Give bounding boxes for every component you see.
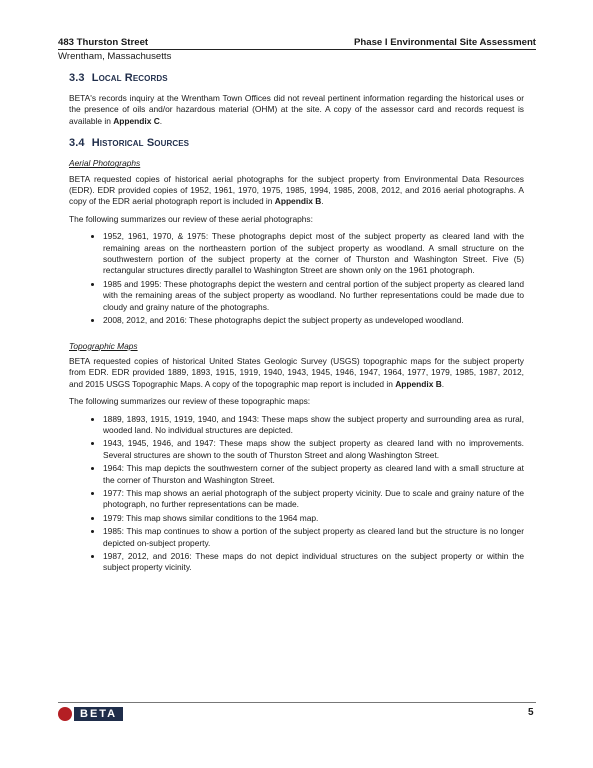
section-heading-local-records: [69, 72, 524, 85]
paragraph-end: .: [159, 115, 163, 126]
paragraph-end: .: [441, 378, 445, 389]
topo-summary-intro: The following summarizes our review of these topographic maps:: [69, 396, 311, 407]
list-item: • 1985: This map continues to show a portion of the subject property as cleared land but the structure is no longer depicted on-subject property.: [103, 526, 524, 549]
header-address: 483 Thurston Street: [58, 37, 149, 48]
logo-mark-icon: [58, 707, 72, 721]
subheading-topographic-maps: Topographic Maps: [69, 340, 138, 351]
paragraph-end: .: [321, 196, 324, 207]
appendix-reference: Appendix B: [395, 378, 442, 389]
section-title: Local Records: [91, 72, 168, 84]
beta-logo: [58, 706, 123, 722]
section-title: Historical Sources: [91, 137, 190, 150]
local-records-paragraph: [69, 93, 524, 127]
list-item: • 1964: This map depicts the southwestern corner of the subject property as cleared land with a small structure at the corner of Thurston and Washington Street.: [103, 463, 524, 486]
paragraph-text: BETA requested copies of historical aerial photographs for the subject property from Environmental Data Resources (EDR). EDR provided copies of 1952, 1961, 1970, 1975, 1985, 1994, 1985, 2008, 2012, and 2016 aerial photographs. A copy of the EDR aerial photograph report is included in: [69, 173, 524, 207]
list-item: • 1952, 1961, 1970, & 1975: These photographs depict most of the subject property as cleared land with the remaining areas on the northeastern portion of the subject property as woodland. A small structure on the southwestern portion of the subject property at the corner of Thurston and Washington Street. Five (5) rectangular structures directly parallel to Washington Street are shown only on the 1961 photograph.: [103, 231, 524, 277]
list-item: • 1985 and 1995: These photographs depict the western and central portion of the subject property as cleared land with the remaining areas of the subject property as woodland. No further representations could be made due to cloudy and grainy nature of the photographs.: [103, 279, 524, 313]
paragraph-text: BETA requested copies of historical United States Geologic Survey (USGS) topographic maps for the subject property from EDR. EDR provided 1889, 1893, 1915, 1919, 1940, 1943, 1945, 1946, 1947, 1964, 1977, 1979, 1985, 1987, 2012, and 2015 USGS Topographic Maps. A copy of the topographic map report is included in: [69, 355, 524, 389]
header-report-title: Phase I Environmental Site Assessment: [354, 37, 536, 48]
list-item: • 1977: This map shows an aerial photograph of the subject property vicinity. Due to scale and grainy nature of the photograph, no further representations can be made.: [103, 488, 524, 511]
page-number: 5: [528, 707, 534, 718]
section-number: 3.4: [69, 137, 85, 150]
page-body: [69, 72, 524, 580]
page-header: [58, 37, 536, 50]
list-item: • 1979: This map shows similar conditions to the 1964 map.: [103, 513, 524, 524]
section-number: 3.3: [69, 72, 85, 84]
aerial-bullet-list: [69, 231, 524, 326]
list-item: • 1987, 2012, and 2016: These maps do not depict individual structures on the subject property or within the subject property vicinity.: [103, 551, 524, 574]
topo-bullet-list: [69, 414, 524, 574]
subheading-aerial-photographs: Aerial Photographs: [69, 158, 141, 169]
logo-text: BETA: [74, 707, 123, 721]
list-item: • 1943, 1945, 1946, and 1947: These maps show the subject property as cleared land with no improvements. Several structures are shown to the south of Thurston Street and along Washington Street.: [103, 438, 524, 461]
list-item: • 1889, 1893, 1915, 1919, 1940, and 1943: These maps show the subject property and surrounding area as rural, wooded land. No individual structures are depicted.: [103, 414, 524, 437]
appendix-reference: Appendix C: [113, 115, 160, 126]
aerial-paragraph: [69, 174, 524, 208]
paragraph-text: BETA's records inquiry at the Wrentham Town Offices did not reveal pertinent information regarding the historical uses or the presence of oils and/or hazardous material (OHM) at the site. A copy of the assessor card and records request is available in: [69, 93, 524, 126]
footer-divider: [58, 702, 536, 703]
section-heading-historical-sources: [69, 137, 524, 150]
header-location: Wrentham, Massachusetts: [58, 51, 172, 62]
list-item: • 2008, 2012, and 2016: These photographs depict the subject property as undeveloped woodland.: [103, 315, 524, 326]
topo-paragraph: [69, 356, 524, 390]
aerial-summary-intro: The following summarizes our review of these aerial photographs:: [69, 213, 313, 224]
appendix-reference: Appendix B: [274, 196, 322, 207]
